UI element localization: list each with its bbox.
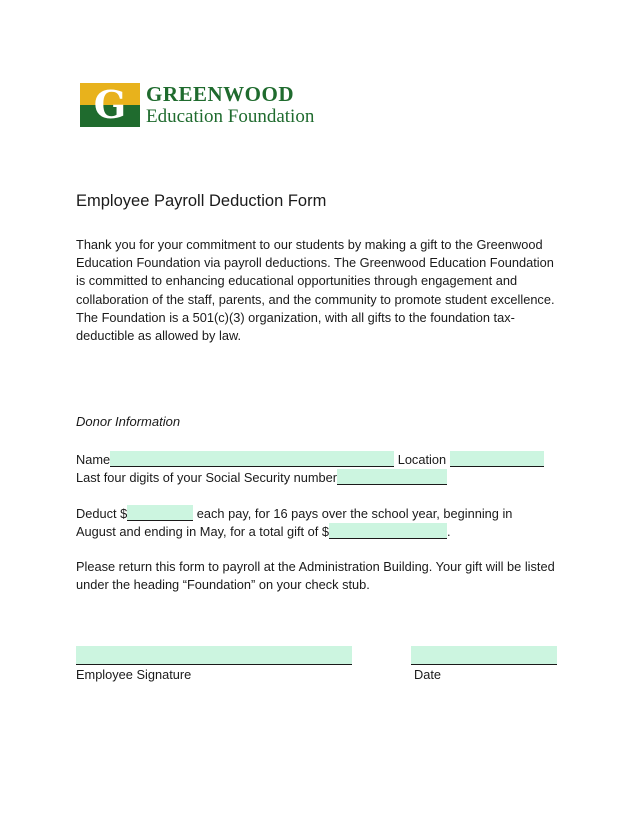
date-field[interactable] bbox=[411, 646, 557, 665]
deduct-prefix: Deduct $ bbox=[76, 506, 128, 521]
date-label: Date bbox=[414, 667, 442, 682]
signature-field[interactable] bbox=[76, 646, 352, 665]
intro-paragraph: Thank you for your commitment to our students by making a gift to the Greenwood Education Foundation via payroll deductions. The Greenwood Education Foundation is committed to enhancing educational opportunities through engagement and collaboration of the staff, parents, and the community to promote student excellence. The Foundation is a 501(c)(3) organization, with all gifts to the foundation tax-deductible as allowed by law. bbox=[76, 237, 555, 344]
deduction-amount-field[interactable] bbox=[127, 505, 193, 521]
total-row bbox=[76, 523, 451, 539]
total-gift-field[interactable] bbox=[329, 523, 447, 539]
foundation-logo bbox=[80, 82, 314, 128]
ssn-field[interactable] bbox=[337, 469, 447, 485]
ssn-label: Last four digits of your Social Security number bbox=[76, 470, 338, 485]
location-field[interactable] bbox=[450, 451, 544, 467]
name-location-row bbox=[76, 451, 544, 467]
deduct-line2: August and ending in May, for a total gift of $ bbox=[76, 524, 330, 539]
deduct-end: . bbox=[447, 524, 451, 539]
name-field[interactable] bbox=[110, 451, 394, 467]
donor-section-heading: Donor Information bbox=[76, 414, 181, 429]
location-label: Location bbox=[397, 452, 447, 467]
signature-label: Employee Signature bbox=[76, 667, 192, 682]
deduct-row bbox=[76, 505, 512, 521]
g-logo-icon: G bbox=[80, 83, 140, 127]
page-title: Employee Payroll Deduction Form bbox=[76, 192, 327, 210]
logo-wordmark bbox=[146, 84, 314, 126]
logo-line1: GREENWOOD bbox=[146, 82, 295, 106]
logo-line2: Education Foundation bbox=[146, 106, 315, 127]
return-instructions: Please return this form to payroll at the Administration Building. Your gift will be listed under the heading “Foundation” on your check stub. bbox=[76, 559, 555, 593]
deduct-middle: each pay, for 16 pays over the school year, beginning in bbox=[196, 506, 513, 521]
ssn-row bbox=[76, 469, 447, 485]
name-label: Name bbox=[76, 452, 111, 467]
